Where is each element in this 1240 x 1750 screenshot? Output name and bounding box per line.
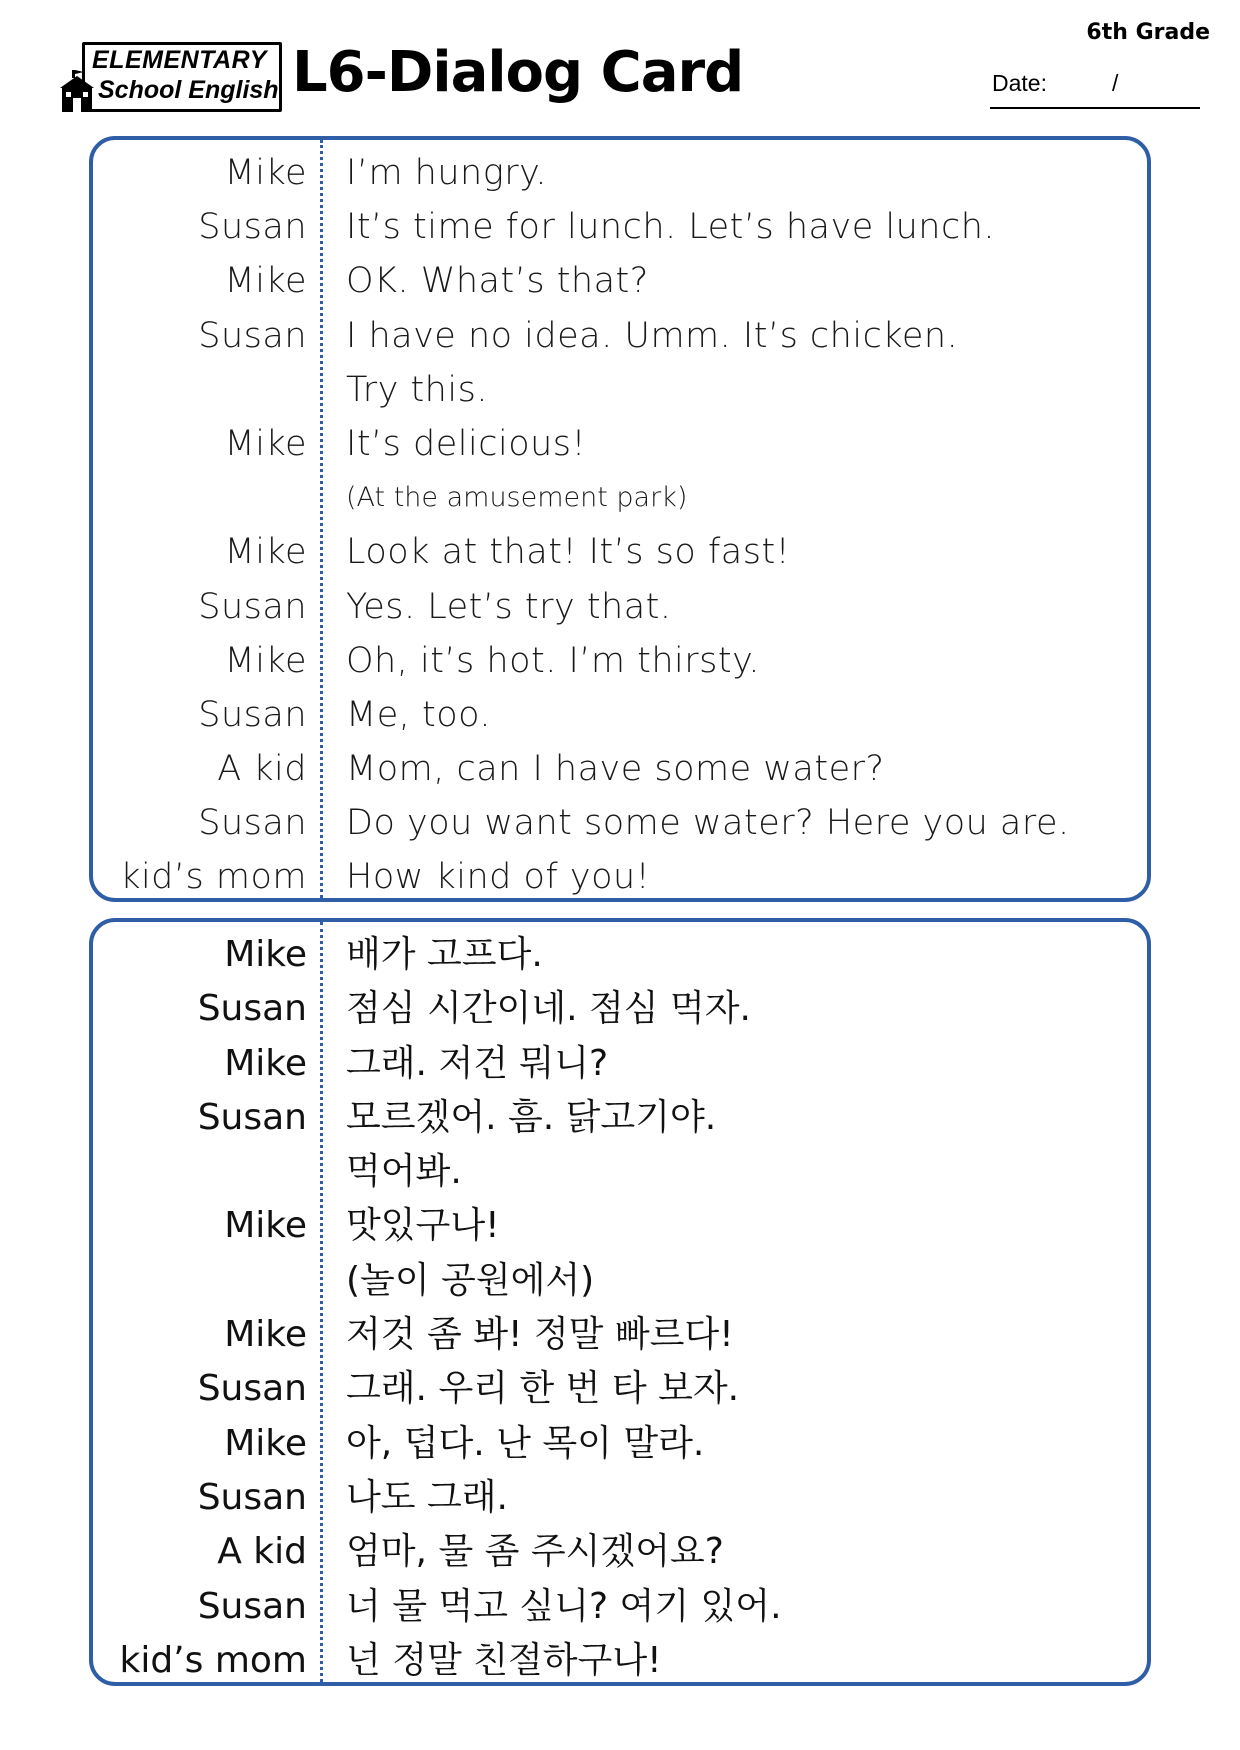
- speaker-name: kid’s mom: [119, 1639, 307, 1681]
- speaker-name: A kid: [217, 749, 307, 790]
- speaker-name: Susan: [197, 1476, 307, 1518]
- speaker-name: Susan: [198, 207, 307, 248]
- dialog-row: [93, 928, 1147, 982]
- dialog-line: I’m hungry.: [346, 153, 547, 193]
- schoolhouse-icon: [56, 70, 98, 114]
- speaker-name: Susan: [198, 803, 307, 844]
- page-title: L6-Dialog Card: [292, 40, 744, 105]
- dialog-line: OK. What’s that?: [346, 261, 649, 302]
- english-dialog-rows: [93, 146, 1147, 905]
- dialog-line: It’s time for lunch. Let’s have lunch.: [346, 207, 996, 248]
- dialog-row: [93, 634, 1147, 688]
- dialog-row: [93, 309, 1147, 363]
- speaker-name: Mike: [224, 640, 307, 681]
- grade-label: 6th Grade: [1086, 20, 1210, 45]
- speaker-name: A kid: [217, 1531, 307, 1573]
- dialog-row: [93, 1037, 1147, 1091]
- speaker-name: Mike: [224, 423, 307, 464]
- speaker-name: Mike: [224, 1314, 307, 1356]
- dialog-line: 점심 시간이네. 점심 먹자.: [346, 988, 751, 1030]
- dialog-row: [93, 525, 1147, 579]
- speaker-name: kid’s mom: [120, 857, 307, 898]
- dialog-line: It’s delicious!: [346, 423, 587, 464]
- speaker-name: Susan: [197, 1585, 307, 1627]
- dialog-row: [93, 1199, 1147, 1253]
- dialog-row: [93, 1634, 1147, 1688]
- dialog-line: 엄마, 물 좀 주시겠어요?: [346, 1531, 724, 1573]
- speaker-name: Mike: [224, 1422, 307, 1464]
- speaker-name: Susan: [198, 315, 307, 356]
- dialog-line: 먹어봐.: [346, 1151, 462, 1193]
- dialog-row: [93, 580, 1147, 634]
- speaker-name: Mike: [224, 261, 307, 302]
- date-underline: [990, 107, 1200, 109]
- dialog-line: 그래. 저건 뭐니?: [346, 1042, 609, 1084]
- dialog-line: Oh, it’s hot. I’m thirsty.: [346, 640, 760, 681]
- dialog-line: 아, 덥다. 난 목이 말라.: [346, 1422, 705, 1464]
- date-label: Date:: [992, 70, 1047, 96]
- dialog-line: 나도 그래.: [346, 1476, 508, 1518]
- dialog-row: [93, 200, 1147, 254]
- speaker-name: Susan: [197, 1368, 307, 1410]
- dialog-line: Look at that! It’s so fast!: [346, 532, 791, 573]
- dialog-row: [93, 742, 1147, 796]
- dialog-line: Mom, can I have some water?: [346, 749, 885, 790]
- dialog-row: [93, 1362, 1147, 1416]
- speaker-name: Susan: [198, 694, 307, 735]
- dialog-row: [93, 982, 1147, 1036]
- speaker-name: Mike: [224, 532, 307, 573]
- date-separator: /: [1112, 70, 1119, 96]
- dialog-line: 넌 정말 친절하구나!: [346, 1639, 662, 1681]
- scene-note: (놀이 공원에서): [346, 1259, 595, 1301]
- dialog-row: [93, 1145, 1147, 1199]
- dialog-row: [93, 254, 1147, 308]
- dialog-line: How kind of you!: [346, 857, 651, 898]
- dialog-line: 그래. 우리 한 번 타 보자.: [346, 1368, 740, 1410]
- speaker-name: Mike: [224, 1205, 307, 1247]
- speaker-name: Susan: [197, 988, 307, 1030]
- dialog-line: Yes. Let’s try that.: [346, 586, 672, 627]
- dialog-row: [93, 1417, 1147, 1471]
- dialog-row: [93, 1091, 1147, 1145]
- dialog-row: [93, 1308, 1147, 1362]
- dialog-row: [93, 796, 1147, 850]
- dialog-line: I have no idea. Umm. It’s chicken.: [346, 315, 959, 356]
- logo-text-line1: ELEMENTARY: [92, 46, 267, 74]
- dialog-row: [93, 146, 1147, 200]
- dialog-row: [93, 688, 1147, 742]
- dialog-line: 배가 고프다.: [346, 934, 543, 975]
- speaker-name: Mike: [224, 153, 307, 193]
- dialog-line: Me, too.: [346, 694, 492, 735]
- dialog-row: [93, 471, 1147, 525]
- dialog-row: [93, 1580, 1147, 1634]
- dialog-line: 모르겠어. 흠. 닭고기야.: [346, 1096, 717, 1138]
- speaker-name: Mike: [224, 1042, 307, 1084]
- dialog-row: [93, 1525, 1147, 1579]
- korean-dialog-card: [89, 918, 1151, 1686]
- logo: [56, 40, 286, 120]
- speaker-name: Susan: [197, 1096, 307, 1138]
- dialog-row: [93, 850, 1147, 904]
- speaker-name: Mike: [224, 934, 307, 975]
- dialog-row: [93, 1471, 1147, 1525]
- scene-note: (At the amusement park): [346, 482, 688, 514]
- dialog-line: Try this.: [346, 369, 488, 410]
- page-header: [0, 0, 1240, 130]
- dialog-line: 너 물 먹고 싶니? 여기 있어.: [346, 1585, 782, 1627]
- korean-dialog-rows: [93, 928, 1147, 1688]
- dialog-line: 맛있구나!: [346, 1205, 500, 1247]
- logo-text-line2: School English: [98, 76, 279, 104]
- speaker-name: Susan: [198, 586, 307, 627]
- dialog-row: [93, 363, 1147, 417]
- dialog-line: 저것 좀 봐! 정말 빠르다!: [346, 1314, 734, 1356]
- dialog-row: [93, 1254, 1147, 1308]
- english-dialog-card: [89, 136, 1151, 902]
- dialog-row: [93, 417, 1147, 471]
- dialog-line: Do you want some water? Here you are.: [346, 803, 1070, 844]
